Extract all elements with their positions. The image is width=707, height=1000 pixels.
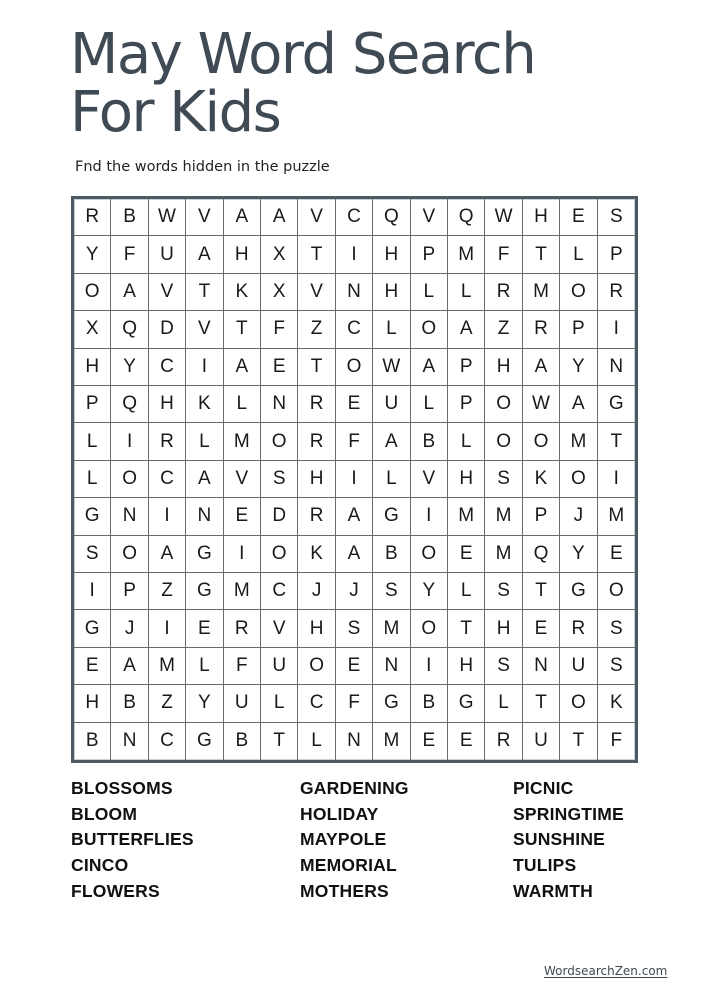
grid-cell[interactable]: W bbox=[485, 199, 522, 236]
grid-cell[interactable]: L bbox=[373, 311, 410, 348]
word-list-column-2 bbox=[300, 776, 409, 905]
grid-cell[interactable]: A bbox=[261, 199, 298, 236]
grid-cell[interactable]: I bbox=[149, 610, 186, 647]
grid-cell[interactable]: L bbox=[448, 274, 485, 311]
grid-cell[interactable]: J bbox=[111, 610, 148, 647]
grid-cell[interactable]: C bbox=[149, 461, 186, 498]
grid-cell[interactable]: C bbox=[261, 573, 298, 610]
grid-cell[interactable]: C bbox=[149, 349, 186, 386]
grid-cell[interactable]: B bbox=[111, 199, 148, 236]
grid-cell[interactable]: H bbox=[149, 386, 186, 423]
grid-cell[interactable]: O bbox=[560, 685, 597, 722]
grid-cell[interactable]: A bbox=[448, 311, 485, 348]
grid-cell[interactable]: A bbox=[186, 461, 223, 498]
grid-cell[interactable]: H bbox=[224, 236, 261, 273]
grid-cell[interactable]: F bbox=[261, 311, 298, 348]
grid-cell[interactable]: N bbox=[336, 274, 373, 311]
word-list-column-3 bbox=[513, 776, 624, 905]
grid-cell[interactable]: Y bbox=[411, 573, 448, 610]
grid-cell[interactable]: G bbox=[560, 573, 597, 610]
grid-cell[interactable]: B bbox=[411, 423, 448, 460]
word-item: MOTHERS bbox=[300, 880, 389, 901]
grid-cell[interactable]: O bbox=[523, 423, 560, 460]
word-item: MEMORIAL bbox=[300, 855, 397, 876]
grid-cell[interactable]: Z bbox=[298, 311, 335, 348]
grid-cell[interactable]: P bbox=[560, 311, 597, 348]
grid-cell[interactable]: M bbox=[149, 648, 186, 685]
grid-cell[interactable]: Q bbox=[111, 311, 148, 348]
grid-cell[interactable]: R bbox=[224, 610, 261, 647]
grid-cell[interactable]: B bbox=[224, 723, 261, 760]
grid-cell[interactable]: R bbox=[485, 723, 522, 760]
word-item: FLOWERS bbox=[71, 880, 160, 901]
grid-cell[interactable]: E bbox=[224, 498, 261, 535]
grid-cell[interactable]: O bbox=[298, 648, 335, 685]
grid-cell[interactable]: L bbox=[186, 648, 223, 685]
grid-cell[interactable]: G bbox=[186, 536, 223, 573]
grid-cell[interactable]: S bbox=[598, 199, 635, 236]
grid-cell[interactable]: R bbox=[598, 274, 635, 311]
grid-cell[interactable]: H bbox=[523, 199, 560, 236]
grid-cell[interactable]: R bbox=[74, 199, 111, 236]
grid-cell[interactable]: S bbox=[485, 648, 522, 685]
grid-cell[interactable]: Z bbox=[149, 685, 186, 722]
grid-cell[interactable]: W bbox=[523, 386, 560, 423]
grid-cell[interactable]: R bbox=[485, 274, 522, 311]
grid-cell[interactable]: O bbox=[411, 536, 448, 573]
grid-cell[interactable]: I bbox=[336, 461, 373, 498]
grid-cell[interactable]: A bbox=[560, 386, 597, 423]
grid-cell[interactable]: S bbox=[598, 648, 635, 685]
grid-cell[interactable]: E bbox=[448, 536, 485, 573]
grid-cell[interactable]: W bbox=[149, 199, 186, 236]
grid-cell[interactable]: Y bbox=[560, 349, 597, 386]
grid-cell[interactable]: V bbox=[186, 199, 223, 236]
word-item: WARMTH bbox=[513, 880, 593, 901]
word-item: MAYPOLE bbox=[300, 829, 387, 850]
grid-cell[interactable]: J bbox=[298, 573, 335, 610]
grid-cell[interactable]: L bbox=[186, 423, 223, 460]
grid-cell[interactable]: R bbox=[523, 311, 560, 348]
grid-cell[interactable]: R bbox=[298, 423, 335, 460]
grid-cell[interactable]: B bbox=[411, 685, 448, 722]
grid-cell[interactable]: L bbox=[448, 423, 485, 460]
grid-cell[interactable]: M bbox=[373, 723, 410, 760]
grid-cell[interactable]: O bbox=[261, 423, 298, 460]
grid-cell[interactable]: M bbox=[373, 610, 410, 647]
grid-cell[interactable]: O bbox=[598, 573, 635, 610]
grid-cell[interactable]: H bbox=[298, 461, 335, 498]
grid-cell[interactable]: Y bbox=[111, 349, 148, 386]
grid-cell[interactable]: T bbox=[224, 311, 261, 348]
grid-cell[interactable]: H bbox=[373, 274, 410, 311]
title-line-1: May Word Search bbox=[70, 22, 536, 87]
grid-cell[interactable]: S bbox=[373, 573, 410, 610]
grid-cell[interactable]: J bbox=[336, 573, 373, 610]
grid-cell[interactable]: H bbox=[485, 349, 522, 386]
word-item: PICNIC bbox=[513, 778, 574, 798]
page-title bbox=[70, 22, 536, 145]
grid-cell[interactable]: T bbox=[523, 573, 560, 610]
grid-cell[interactable]: E bbox=[448, 723, 485, 760]
word-list-column-1 bbox=[71, 776, 194, 905]
grid-cell[interactable]: P bbox=[448, 386, 485, 423]
grid-cell[interactable]: H bbox=[74, 349, 111, 386]
grid-cell[interactable]: Q bbox=[523, 536, 560, 573]
grid-cell[interactable]: K bbox=[186, 386, 223, 423]
grid-cell[interactable]: K bbox=[598, 685, 635, 722]
grid-cell[interactable]: I bbox=[224, 536, 261, 573]
grid-cell[interactable]: H bbox=[373, 236, 410, 273]
grid-cell[interactable]: F bbox=[485, 236, 522, 273]
grid-cell[interactable]: P bbox=[523, 498, 560, 535]
grid-cell[interactable]: T bbox=[298, 236, 335, 273]
grid-cell[interactable]: S bbox=[485, 573, 522, 610]
grid-cell[interactable]: V bbox=[149, 274, 186, 311]
grid-cell[interactable]: N bbox=[373, 648, 410, 685]
grid-cell[interactable]: G bbox=[373, 498, 410, 535]
grid-cell[interactable]: K bbox=[523, 461, 560, 498]
grid-cell[interactable]: F bbox=[336, 685, 373, 722]
grid-cell[interactable]: N bbox=[111, 723, 148, 760]
grid-cell[interactable]: F bbox=[224, 648, 261, 685]
grid-cell[interactable]: K bbox=[224, 274, 261, 311]
word-item: GARDENING bbox=[300, 778, 409, 798]
grid-cell[interactable]: M bbox=[224, 573, 261, 610]
grid-cell[interactable]: A bbox=[336, 498, 373, 535]
grid-cell[interactable]: L bbox=[485, 685, 522, 722]
grid-cell[interactable]: T bbox=[186, 274, 223, 311]
grid-cell[interactable]: K bbox=[298, 536, 335, 573]
grid-cell[interactable]: C bbox=[336, 311, 373, 348]
grid-cell[interactable]: L bbox=[224, 386, 261, 423]
grid-cell[interactable]: T bbox=[523, 236, 560, 273]
grid-cell[interactable]: A bbox=[111, 648, 148, 685]
grid-cell[interactable]: C bbox=[298, 685, 335, 722]
grid-cell[interactable]: A bbox=[224, 349, 261, 386]
grid-cell[interactable]: E bbox=[261, 349, 298, 386]
grid-cell[interactable]: D bbox=[261, 498, 298, 535]
grid-cell[interactable]: I bbox=[149, 498, 186, 535]
instructions-text: Fnd the words hidden in the puzzle bbox=[75, 159, 330, 175]
grid-cell[interactable]: A bbox=[149, 536, 186, 573]
grid-cell[interactable]: E bbox=[336, 648, 373, 685]
word-item: BUTTERFLIES bbox=[71, 829, 194, 850]
grid-cell[interactable]: M bbox=[523, 274, 560, 311]
grid-cell[interactable]: E bbox=[336, 386, 373, 423]
grid-cell[interactable]: I bbox=[186, 349, 223, 386]
grid-cell[interactable]: J bbox=[560, 498, 597, 535]
grid-cell[interactable]: G bbox=[448, 685, 485, 722]
grid-cell[interactable]: Q bbox=[448, 199, 485, 236]
grid-cell[interactable]: A bbox=[373, 423, 410, 460]
grid-cell[interactable]: L bbox=[411, 386, 448, 423]
grid-cell[interactable]: U bbox=[523, 723, 560, 760]
grid-cell[interactable]: M bbox=[560, 423, 597, 460]
grid-cell[interactable]: F bbox=[610, 730, 623, 752]
grid-cell[interactable]: G bbox=[186, 723, 223, 760]
grid-cell[interactable]: U bbox=[261, 648, 298, 685]
grid-cell[interactable]: A bbox=[224, 199, 261, 236]
grid-cell[interactable]: O bbox=[74, 274, 111, 311]
grid-cell[interactable]: G bbox=[74, 498, 111, 535]
grid-cell[interactable]: E bbox=[186, 610, 223, 647]
grid-cell[interactable]: L bbox=[560, 236, 597, 273]
grid-cell[interactable]: O bbox=[111, 536, 148, 573]
grid-cell[interactable]: F bbox=[336, 423, 373, 460]
grid-cell[interactable]: E bbox=[598, 536, 635, 573]
grid-cell[interactable]: F bbox=[111, 236, 148, 273]
grid-cell[interactable]: R bbox=[298, 386, 335, 423]
grid-cell[interactable]: O bbox=[336, 349, 373, 386]
grid-cell[interactable]: Y bbox=[74, 236, 111, 273]
grid-cell[interactable]: Z bbox=[149, 573, 186, 610]
grid-cell[interactable]: U bbox=[373, 386, 410, 423]
grid-cell[interactable]: G bbox=[373, 685, 410, 722]
grid-cell[interactable]: O bbox=[485, 386, 522, 423]
grid-cell[interactable]: I bbox=[336, 236, 373, 273]
grid-cell[interactable]: T bbox=[598, 423, 635, 460]
grid-cell[interactable]: M bbox=[448, 498, 485, 535]
grid-cell[interactable]: I bbox=[411, 498, 448, 535]
title-line-2: For Kids bbox=[70, 80, 281, 145]
word-item: BLOSSOMS bbox=[71, 778, 173, 798]
grid-cell[interactable]: L bbox=[448, 573, 485, 610]
grid-cell[interactable]: I bbox=[411, 648, 448, 685]
grid-cell[interactable]: H bbox=[448, 648, 485, 685]
grid-cell[interactable]: X bbox=[261, 236, 298, 273]
grid-cell[interactable]: L bbox=[74, 423, 111, 460]
word-item: TULIPS bbox=[513, 855, 577, 876]
grid-cell[interactable]: V bbox=[186, 311, 223, 348]
word-item: SUNSHINE bbox=[513, 829, 606, 850]
grid-cell[interactable]: M bbox=[598, 498, 635, 535]
grid-cell[interactable]: A bbox=[411, 349, 448, 386]
grid-cell[interactable]: T bbox=[560, 723, 597, 760]
grid-cell[interactable]: A bbox=[523, 349, 560, 386]
grid-cell[interactable]: O bbox=[111, 461, 148, 498]
grid-cell[interactable]: P bbox=[448, 349, 485, 386]
puzzle-grid-frame bbox=[71, 196, 638, 763]
grid-cell[interactable]: M bbox=[485, 536, 522, 573]
grid-cell[interactable]: V bbox=[298, 274, 335, 311]
grid-cell[interactable]: L bbox=[298, 723, 335, 760]
grid-cell[interactable]: D bbox=[149, 311, 186, 348]
grid-cell[interactable]: Q bbox=[373, 199, 410, 236]
site-link[interactable]: WordsearchZen.com bbox=[544, 964, 668, 978]
grid-cell[interactable]: N bbox=[598, 349, 635, 386]
grid-cell[interactable]: B bbox=[111, 685, 148, 722]
grid-cell[interactable]: T bbox=[261, 723, 298, 760]
word-item: BLOOM bbox=[71, 803, 138, 824]
grid-cell[interactable]: N bbox=[186, 498, 223, 535]
grid-cell[interactable]: A bbox=[336, 536, 373, 573]
grid-cell[interactable]: T bbox=[298, 349, 335, 386]
grid-cell[interactable]: R bbox=[560, 610, 597, 647]
grid-cell[interactable]: O bbox=[560, 461, 597, 498]
grid-cell[interactable]: S bbox=[336, 610, 373, 647]
grid-cell[interactable]: H bbox=[298, 610, 335, 647]
grid-cell[interactable]: P bbox=[598, 236, 635, 273]
grid-cell[interactable]: V bbox=[411, 461, 448, 498]
grid-cell[interactable]: N bbox=[261, 386, 298, 423]
grid-cell[interactable]: E bbox=[411, 723, 448, 760]
grid-cell[interactable]: U bbox=[149, 236, 186, 273]
grid-cell[interactable]: N bbox=[111, 498, 148, 535]
grid-cell[interactable]: L bbox=[411, 274, 448, 311]
grid-cell[interactable]: H bbox=[485, 610, 522, 647]
grid-cell[interactable]: I bbox=[598, 461, 635, 498]
grid-cell[interactable]: A bbox=[186, 236, 223, 273]
grid-cell[interactable]: C bbox=[336, 199, 373, 236]
grid-cell[interactable]: E bbox=[74, 648, 111, 685]
grid-cell[interactable]: L bbox=[261, 685, 298, 722]
grid-cell[interactable]: V bbox=[261, 610, 298, 647]
grid-cell[interactable]: B bbox=[373, 536, 410, 573]
grid-cell[interactable]: G bbox=[186, 573, 223, 610]
grid-cell[interactable]: I bbox=[111, 423, 148, 460]
grid-cell[interactable]: V bbox=[411, 199, 448, 236]
grid-cell[interactable]: R bbox=[149, 423, 186, 460]
grid-cell[interactable]: S bbox=[598, 610, 635, 647]
grid-cell[interactable]: G bbox=[598, 386, 635, 423]
grid-cell[interactable]: C bbox=[149, 723, 186, 760]
grid-cell[interactable]: T bbox=[523, 685, 560, 722]
grid-cell[interactable]: P bbox=[74, 386, 111, 423]
grid-cell[interactable]: O bbox=[485, 423, 522, 460]
grid-cell[interactable]: L bbox=[373, 461, 410, 498]
grid-cell[interactable]: O bbox=[261, 536, 298, 573]
grid-cell[interactable]: M bbox=[224, 423, 261, 460]
grid-cell[interactable]: H bbox=[448, 461, 485, 498]
word-item: CINCO bbox=[71, 855, 129, 876]
puzzle-grid bbox=[74, 199, 635, 760]
grid-cell[interactable]: N bbox=[336, 723, 373, 760]
grid-cell[interactable]: V bbox=[298, 199, 335, 236]
grid-cell[interactable]: I bbox=[74, 573, 111, 610]
grid-cell[interactable]: M bbox=[448, 236, 485, 273]
grid-cell[interactable]: N bbox=[523, 648, 560, 685]
grid-cell[interactable]: X bbox=[74, 311, 111, 348]
grid-cell[interactable]: P bbox=[411, 236, 448, 273]
grid-cell[interactable]: B bbox=[74, 723, 111, 760]
grid-cell[interactable]: A bbox=[111, 274, 148, 311]
grid-cell[interactable]: P bbox=[111, 573, 148, 610]
grid-cell[interactable]: E bbox=[523, 610, 560, 647]
grid-cell[interactable]: X bbox=[261, 274, 298, 311]
grid-cell[interactable]: I bbox=[598, 311, 635, 348]
grid-cell[interactable]: E bbox=[560, 199, 597, 236]
grid-cell[interactable]: U bbox=[560, 648, 597, 685]
grid-cell[interactable]: H bbox=[74, 685, 111, 722]
grid-cell[interactable]: R bbox=[298, 498, 335, 535]
grid-cell[interactable]: S bbox=[261, 461, 298, 498]
grid-cell[interactable]: M bbox=[485, 498, 522, 535]
grid-cell[interactable]: O bbox=[560, 274, 597, 311]
grid-cell[interactable]: S bbox=[74, 536, 111, 573]
grid-cell[interactable]: V bbox=[224, 461, 261, 498]
grid-cell[interactable]: T bbox=[448, 610, 485, 647]
grid-cell[interactable]: S bbox=[485, 461, 522, 498]
grid-cell[interactable]: Z bbox=[485, 311, 522, 348]
grid-cell[interactable]: U bbox=[224, 685, 261, 722]
word-item: SPRINGTIME bbox=[513, 803, 624, 824]
grid-cell[interactable]: O bbox=[411, 610, 448, 647]
grid-cell[interactable]: G bbox=[74, 610, 111, 647]
grid-cell[interactable]: L bbox=[74, 461, 111, 498]
grid-cell[interactable]: O bbox=[411, 311, 448, 348]
word-item: HOLIDAY bbox=[300, 803, 379, 824]
grid-cell[interactable]: Y bbox=[186, 685, 223, 722]
grid-cell[interactable]: W bbox=[373, 349, 410, 386]
grid-cell[interactable]: Y bbox=[560, 536, 597, 573]
grid-cell[interactable]: Q bbox=[111, 386, 148, 423]
